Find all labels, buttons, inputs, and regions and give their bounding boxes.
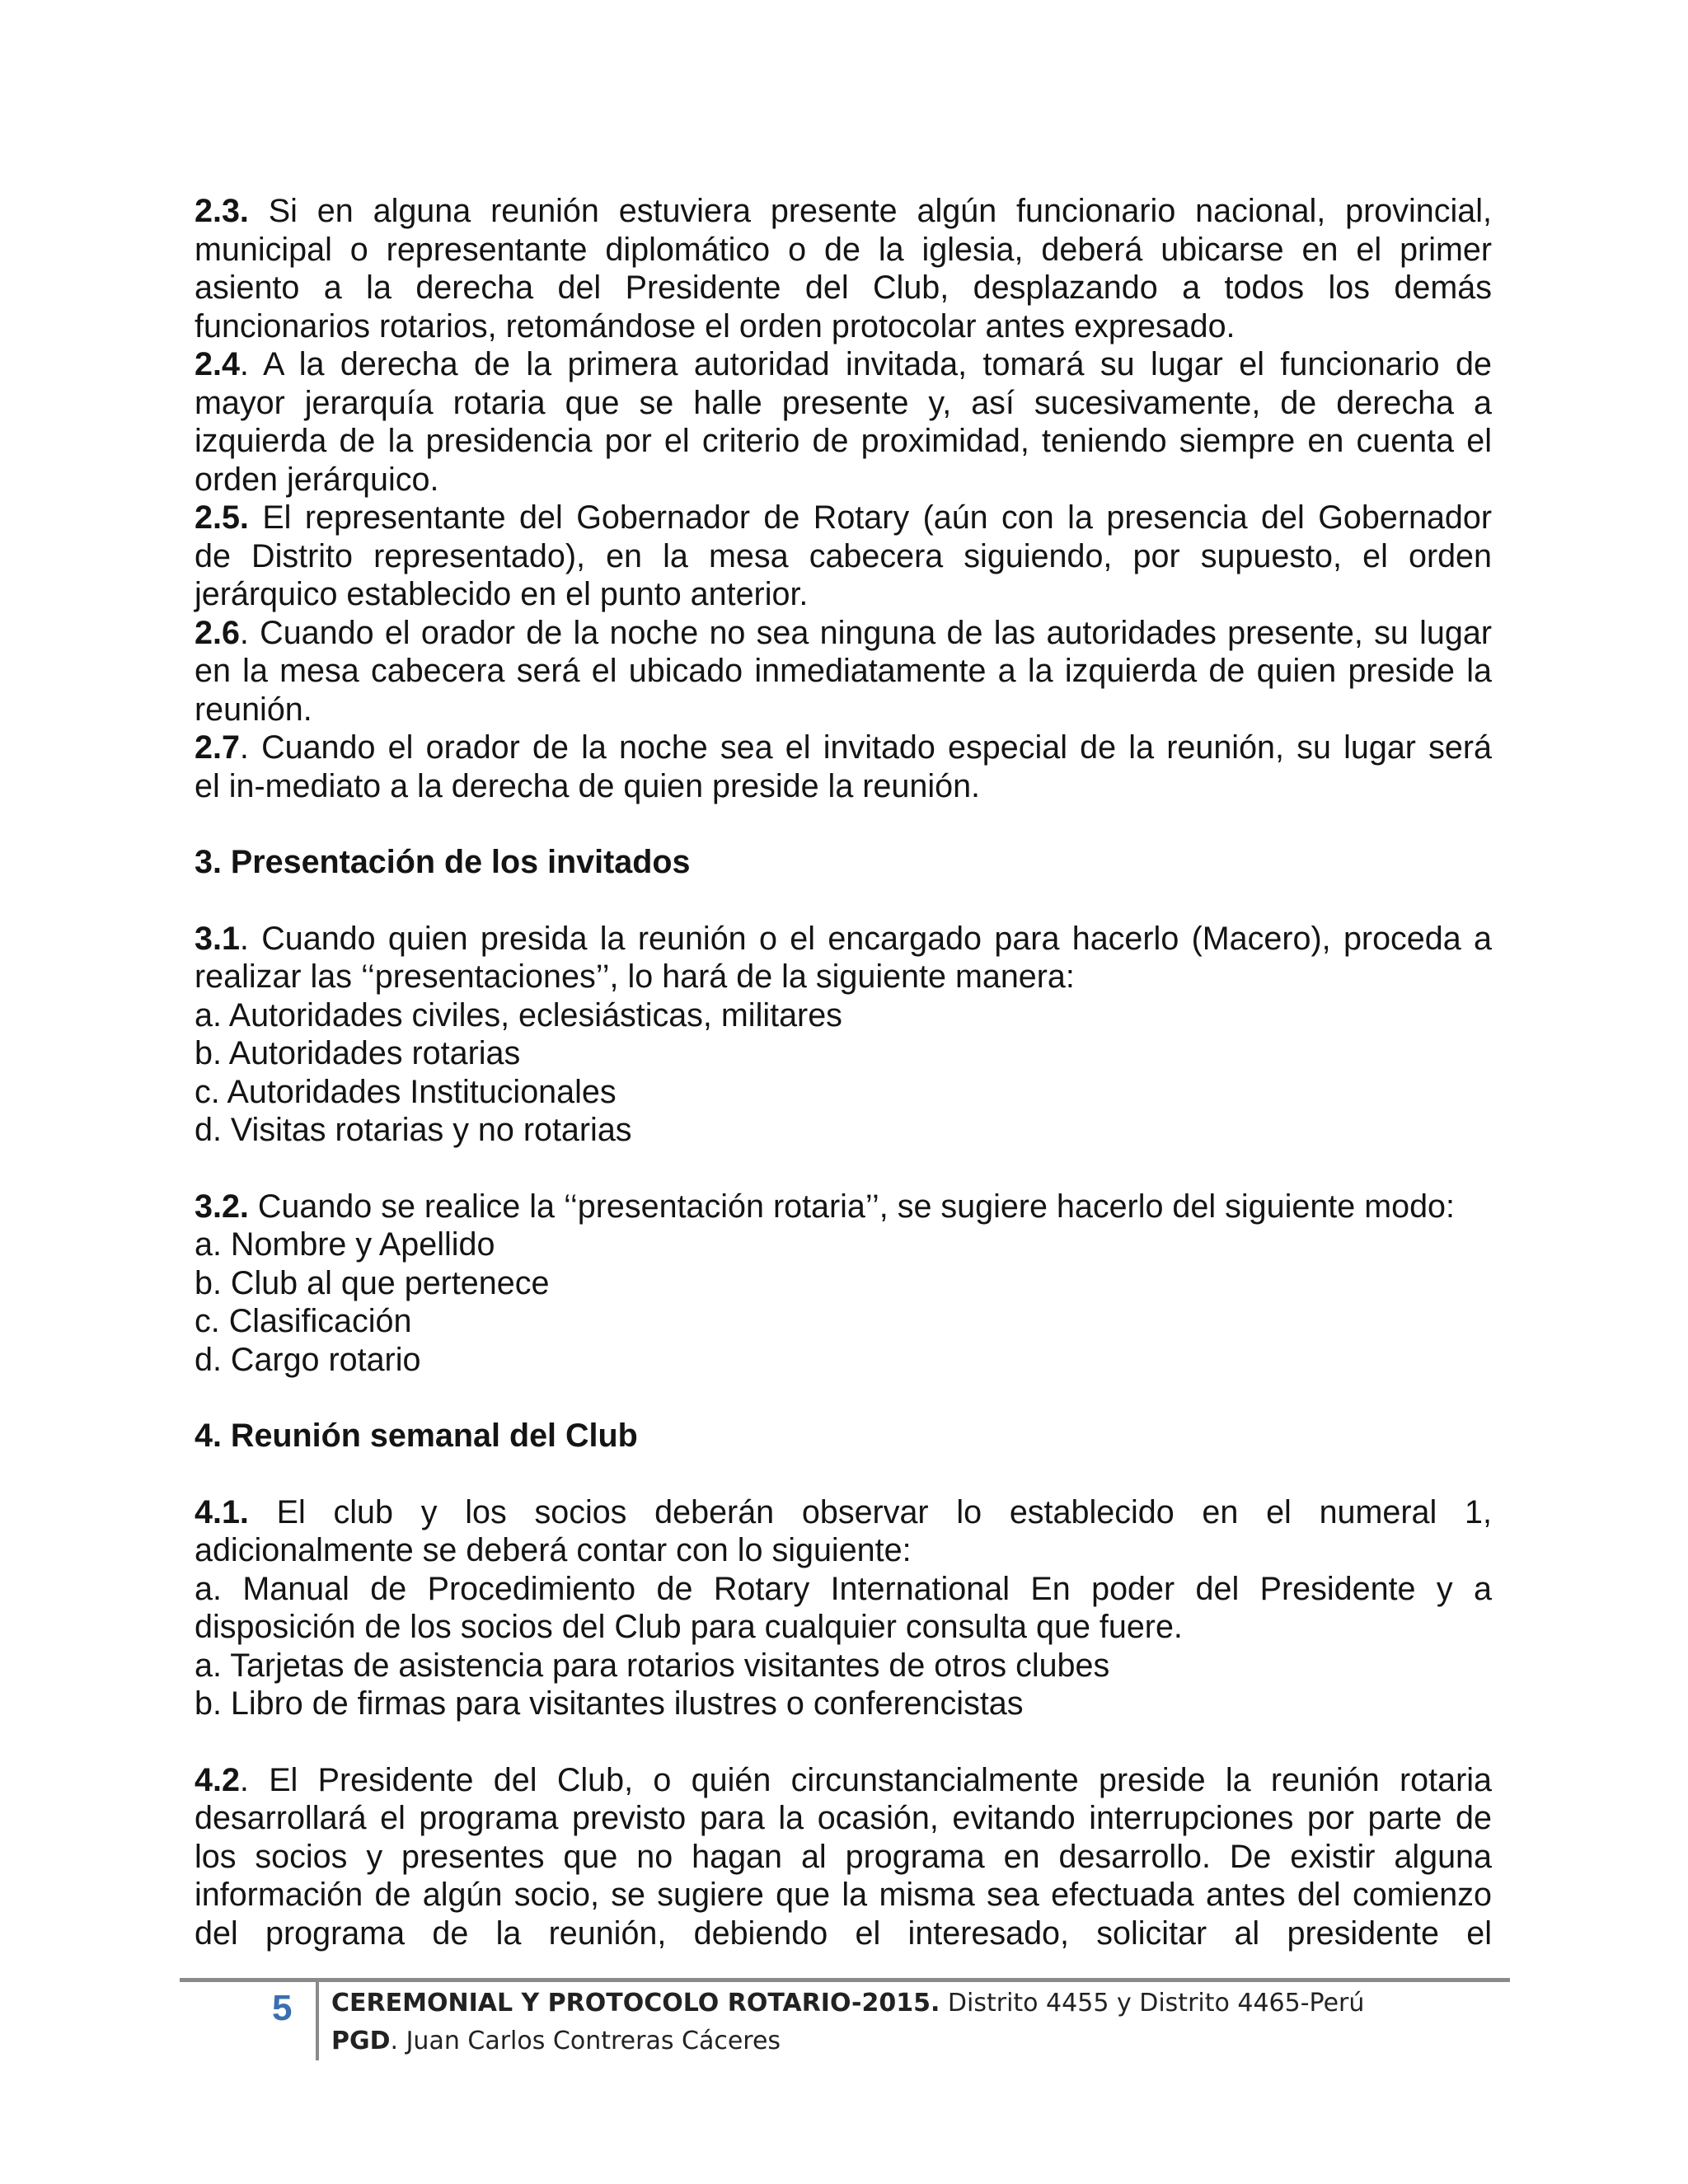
list-item: d. Cargo rotario	[195, 1341, 421, 1378]
paragraph-2-6-line-3: reunión.	[195, 691, 312, 728]
paragraph-2-6-line-2: en la mesa cabecera será el ubicado inmediatamente a la izquierda de quien preside la	[195, 653, 1492, 689]
section-number-3-2: 3.2.	[195, 1188, 249, 1225]
paragraph-4-2-line-4: información de algún socio, se sugiere que la misma sea efectuada antes del comienzo	[195, 1877, 1492, 1913]
paragraph-4-1-line-3: a. Manual de Procedimiento de Rotary International En poder del Presidente y a	[195, 1570, 1492, 1607]
section-heading-4: 4. Reunión semanal del Club	[195, 1418, 638, 1454]
section-number-3-1: 3.1	[195, 920, 240, 957]
paragraph-2-4-line-4: orden jerárquico.	[195, 461, 439, 498]
list-item: a. Tarjetas de asistencia para rotarios visitantes de otros clubes	[195, 1647, 1110, 1684]
paragraph-2-4-line-2: mayor jerarquía rotaria que se halle presente y, así sucesivamente, de derecha a	[195, 384, 1492, 421]
footer-title: CEREMONIAL Y PROTOCOLO ROTARIO-2015. Distrito 4455 y Distrito 4465-Perú	[331, 1989, 1365, 2018]
paragraph-4-2-line-5: del programa de la reunión, debiendo el interesado, solicitar al presidente el	[195, 1915, 1492, 1952]
list-item: c. Autoridades Institucionales	[195, 1073, 617, 1110]
paragraph-2-7-line-2: el in-mediato a la derecha de quien preside la reunión.	[195, 767, 981, 804]
paragraph-4-2-line-1: 4.2. El Presidente del Club, o quién circunstancialmente preside la reunión rotaria	[195, 1761, 1492, 1798]
list-item: a. Nombre y Apellido	[195, 1226, 495, 1263]
list-item: a. Autoridades civiles, eclesiásticas, militares	[195, 996, 842, 1033]
paragraph-2-4-line-3: izquierda de la presidencia por el criterio de proximidad, teniendo siempre en cuenta el	[195, 423, 1492, 459]
paragraph-2-5-line-2: de Distrito representado), en la mesa cabecera siguiendo, por supuesto, el orden	[195, 537, 1492, 574]
footer-rule	[180, 1978, 1510, 1982]
paragraph-4-1-line-2: adicionalmente se deberá contar con lo siguiente:	[195, 1532, 912, 1568]
paragraph-2-5-line-3: jerárquico establecido en el punto anterior.	[195, 576, 809, 612]
list-item: d. Visitas rotarias y no rotarias	[195, 1112, 632, 1148]
paragraph-2-6-line-1: 2.6. Cuando el orador de la noche no sea ninguna de las autoridades presente, su lugar	[195, 614, 1492, 651]
paragraph-4-1-line-1: 4.1. El club y los socios deberán observar lo establecido en el numeral 1,	[195, 1493, 1492, 1530]
footer-divider	[316, 1982, 319, 2060]
paragraph-4-2-line-2: desarrollará el programa previsto para la ocasión, evitando interrupciones por parte de	[195, 1800, 1492, 1836]
paragraph-2-3-line-1: 2.3. Si en alguna reunión estuviera presente algún funcionario nacional, provincial,	[195, 193, 1492, 229]
paragraph-3-1-line-1: 3.1. Cuando quien presida la reunión o el encargado para hacerlo (Macero), proceda a	[195, 920, 1492, 957]
section-number-2-7: 2.7	[195, 729, 240, 766]
document-body	[195, 192, 1492, 1952]
paragraph-2-3-line-4: funcionarios rotarios, retomándose el orden protocolar antes expresado.	[195, 307, 1236, 344]
section-number-2-3: 2.3.	[195, 193, 249, 229]
page-number: 5	[272, 1988, 293, 2028]
paragraph-3-1-line-2: realizar las ‘‘presentaciones’’, lo hará de la siguiente manera:	[195, 958, 1075, 995]
paragraph-2-7-line-1: 2.7. Cuando el orador de la noche sea el invitado especial de la reunión, su lugar será	[195, 729, 1492, 766]
section-number-2-5: 2.5.	[195, 499, 249, 536]
footer-author: PGD. Juan Carlos Contreras Cáceres	[331, 2027, 781, 2055]
section-number-2-6: 2.6	[195, 614, 240, 651]
list-item: c. Clasificación	[195, 1303, 412, 1339]
paragraph-2-5-line-1: 2.5. El representante del Gobernador de Rotary (aún con la presencia del Gobernador	[195, 499, 1492, 536]
section-number-4-1: 4.1.	[195, 1493, 249, 1530]
paragraph-2-4-line-1: 2.4. A la derecha de la primera autoridad invitada, tomará su lugar el funcionario de	[195, 346, 1492, 382]
section-number-2-4: 2.4	[195, 346, 240, 382]
section-number-4-2: 4.2	[195, 1761, 240, 1798]
paragraph-2-3-line-3: asiento a la derecha del Presidente del Club, desplazando a todos los demás	[195, 269, 1492, 306]
paragraph-2-3-line-2: municipal o representante diplomático o de la iglesia, deberá ubicarse en el primer	[195, 231, 1492, 268]
paragraph-4-2-line-3: los socios y presentes que no hagan al programa en desarrollo. De existir alguna	[195, 1838, 1492, 1875]
list-item: b. Autoridades rotarias	[195, 1035, 521, 1071]
section-heading-3: 3. Presentación de los invitados	[195, 844, 691, 880]
footer-text	[331, 1985, 1364, 2060]
list-item: b. Libro de firmas para visitantes ilustres o conferencistas	[195, 1685, 1024, 1722]
list-item: b. Club al que pertenece	[195, 1264, 550, 1301]
paragraph-4-1-line-4: disposición de los socios del Club para cualquier consulta que fuere.	[195, 1609, 1183, 1645]
paragraph-3-2: 3.2. Cuando se realice la ‘‘presentación rotaria’’, se sugiere hacerlo del siguiente modo:	[195, 1188, 1455, 1225]
